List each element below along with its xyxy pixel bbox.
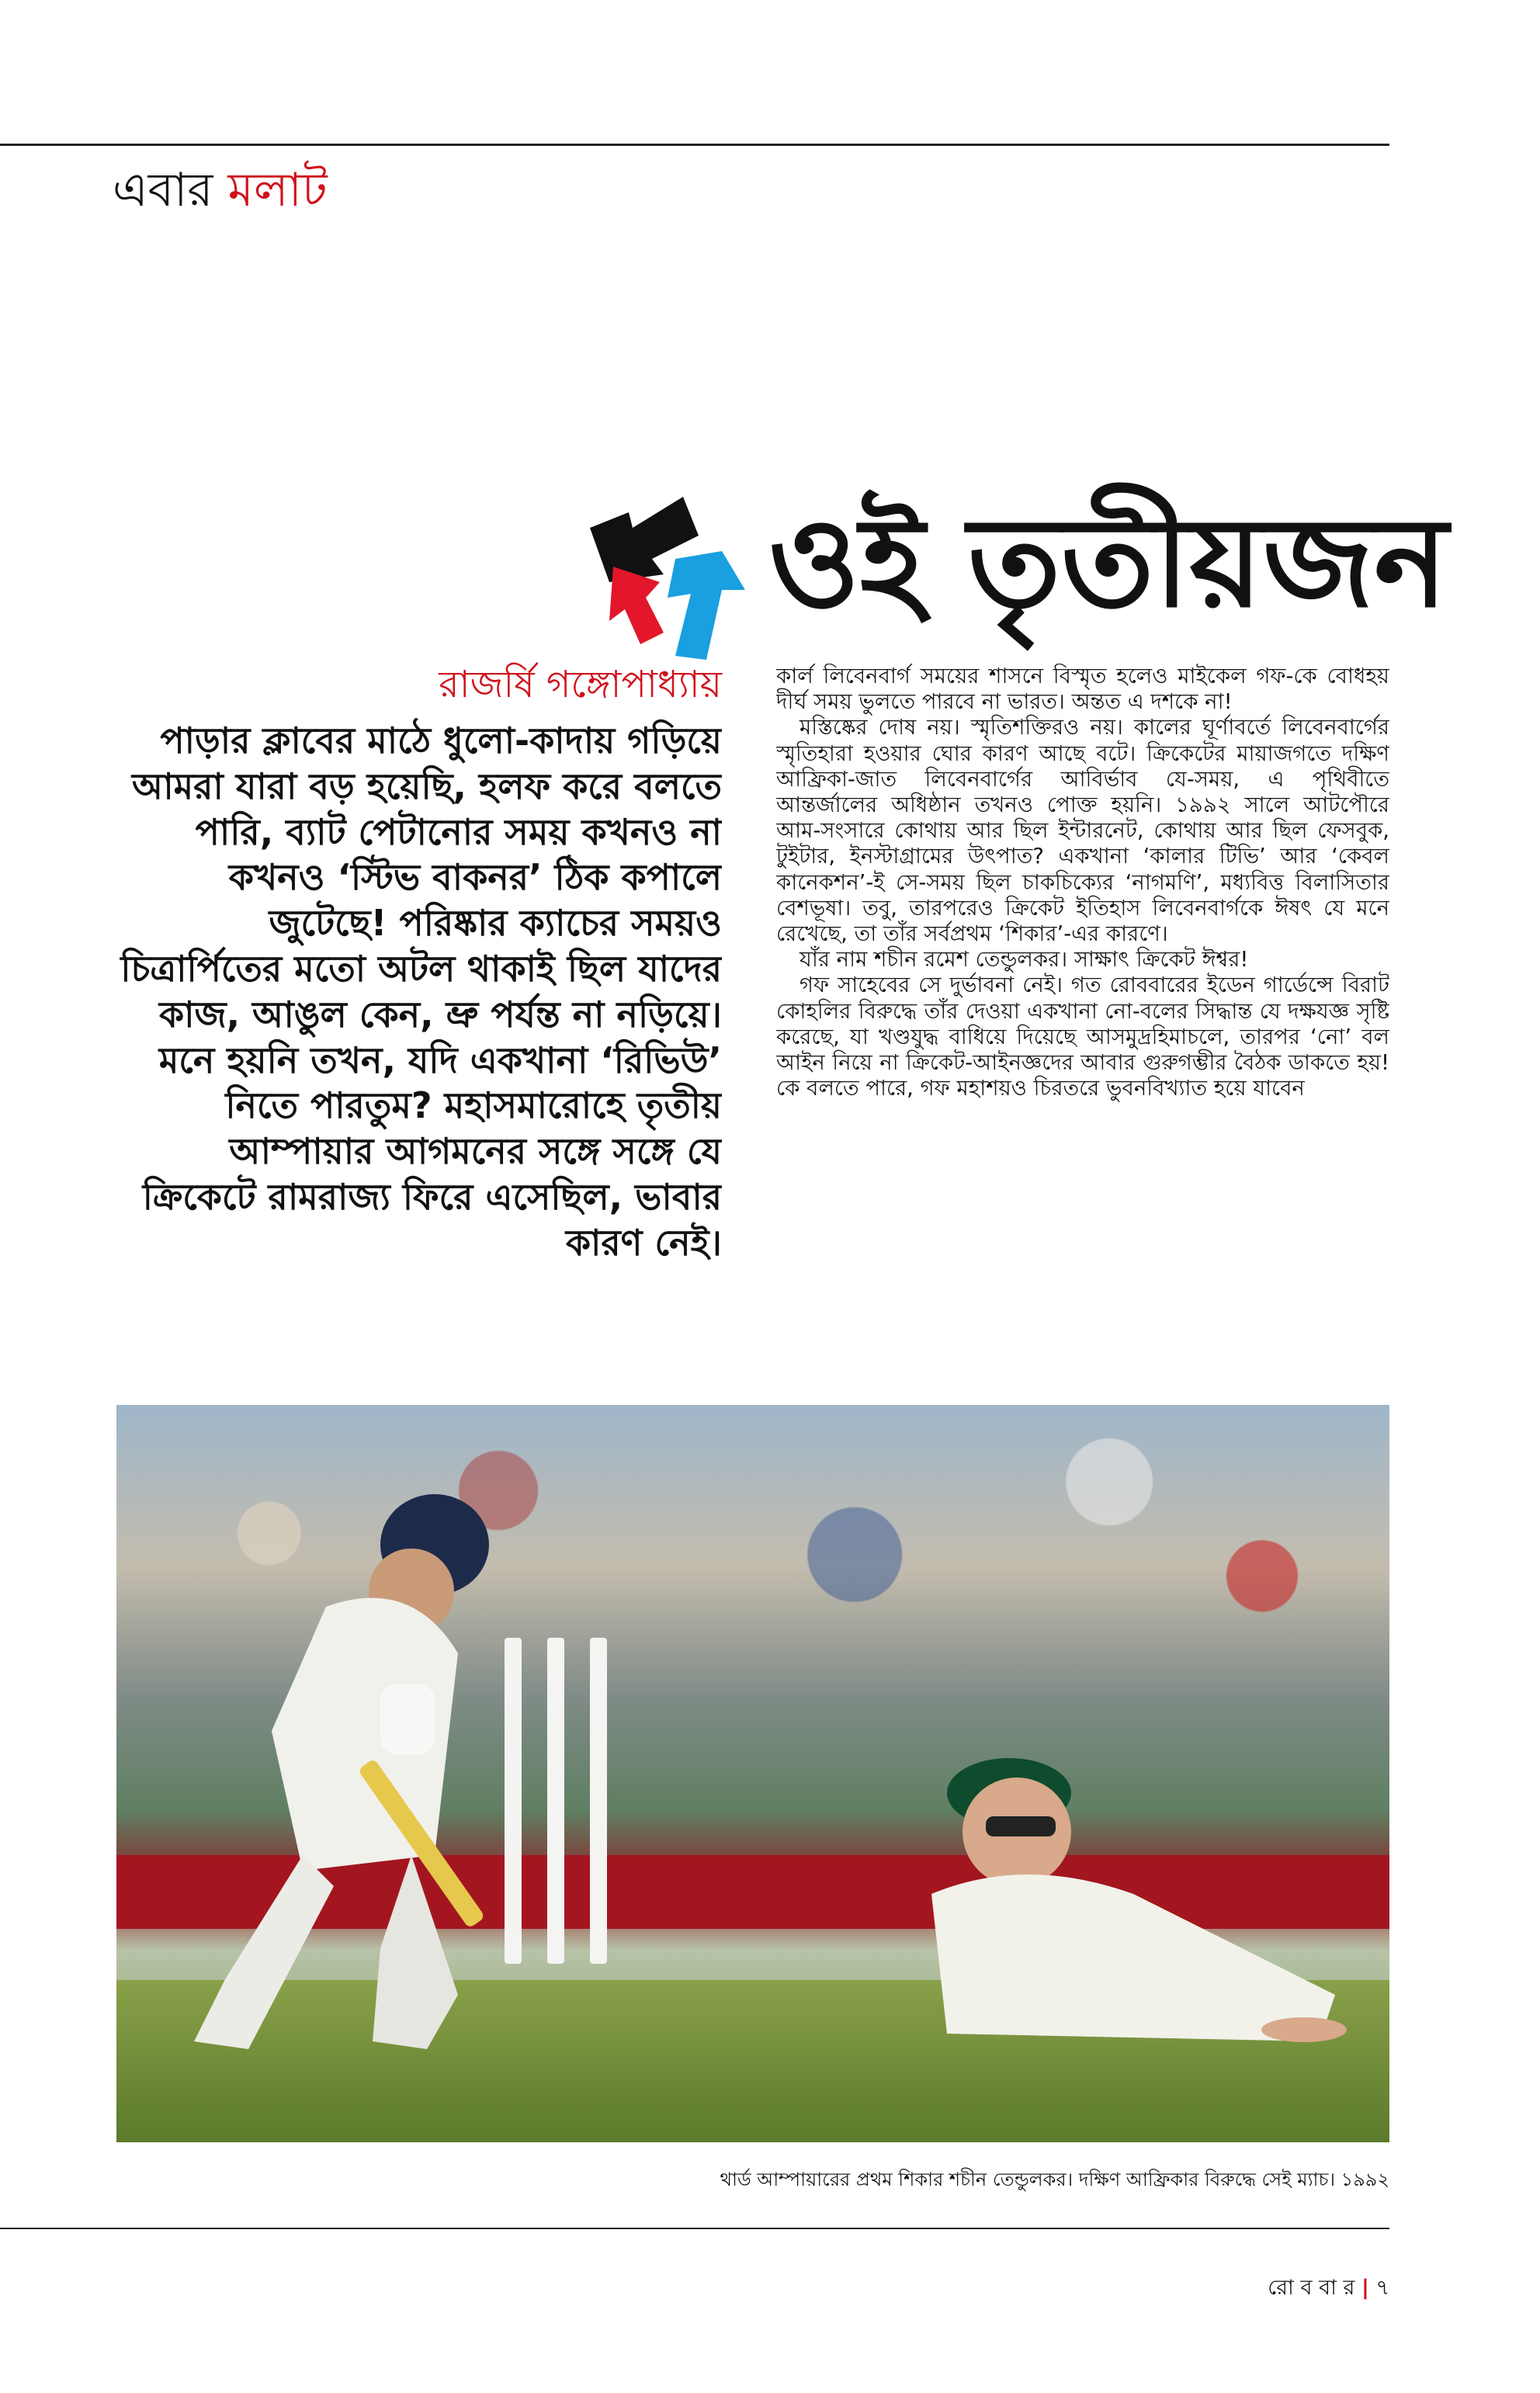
magazine-name: রো ব বা র [1268,2276,1355,2300]
stump-3 [590,1638,607,1964]
page-footer [1195,2274,1389,2302]
top-rule [0,144,1389,146]
section-label [113,159,328,221]
body-paragraph-4: গফ সাহেবের সে দুর্ভাবনা নেই। গত রোববারের ইডেন গার্ডেন্সে বিরাট কোহলির বিরুদ্ধে তাঁর দেওয়া একখানা নো-বলের সিদ্ধান্ত যে দক্ষযজ্ঞ সৃষ্টি করেছে, যা খণ্ডযুদ্ধ বাধিয়ে দিয়েছে আসমুদ্রহিমাচলে, তারপর ‘নো’ বল আইন নিয়ে না ক্রিকেট-আইনজ্ঞদের আবার গুরুগম্ভীর বৈঠক ডাকতে হয়! কে বলতে পারে, গফ মহাশয়ও চিরতরে ভুবনবিখ্যাত হয়ে যাবেন [776,973,1389,1101]
stump-2 [547,1638,564,1964]
byline: রাজর্ষি গঙ্গোপাধ্যায় [439,663,722,706]
bottom-rule [0,2228,1389,2229]
batter-figure [179,1451,582,2057]
body-paragraph-3: যাঁর নাম শচীন রমেশ তেন্ডুলকর। সাক্ষাৎ ক্রিকেট ঈশ্বর! [799,947,1249,973]
section-label-plain: এবার [113,163,213,217]
fielder-figure [900,1700,1366,2049]
page-number: ৭ [1375,2276,1389,2300]
intro-paragraph: পাড়ার ক্লাবের মাঠে ধুলো-কাদায় গড়িয়ে আমরা যারা বড় হয়েছি, হলফ করে বলতে পারি, ব্যাট পেটানোর সময় কখনও না কখনও ‘স্টিভ বাকনর’ ঠিক কপালে জুটেছে! পরিষ্কার ক্যাচের সময়ও চিত্রার্পিতের মতো অটল থাকাই ছিল যাদের কাজ, আঙুল কেন, ভ্রু পর্যন্ত না নড়িয়ে। মনে হয়নি তখন, যদি একখানা ‘রিভিউ’ নিতে পারতুম? মহাসমারোহে তৃতীয় আম্পায়ার আগমনের সঙ্গে সঙ্গে যে ক্রিকেটে রামরাজ্য ফিরে এসেছিল, ভাবার কারণ নেই। [120,720,722,1264]
body-column [776,664,1389,1347]
section-label-accent: মলাট [227,163,328,217]
logo-red-arrow [609,567,664,644]
intro-text [116,718,722,1378]
cricket-photo [116,1405,1389,2142]
body-paragraph-1: কার্ল লিবেনবার্গ সময়ের শাসনে বিস্মৃত হলেও মাইকেল গফ-কে বোধহয় দীর্ঘ সময় ভুলতে পারবে না ভারত। অন্তত এ দশকে না! [776,664,1389,715]
body-paragraph-2: মস্তিষ্কের দোষ নয়। স্মৃতিশক্তিরও নয়। কালের ঘূর্ণাবর্তে লিবেনবার্গের স্মৃতিহারা হওয়ার ঘোর কারণ আছে বটে। ক্রিকেটের মায়াজগতে দক্ষিণ আফ্রিকা-জাত লিবেনবার্গের আবির্ভাব যে-সময়, এ পৃথিবীতে আন্তর্জালের অধিষ্ঠান তখনও পোক্ত হয়নি। ১৯৯২ সালে আটপৌরে আম-সংসারে কোথায় আর ছিল ইন্টারনেট, কোথায় আর ছিল ফেসবুক, টুইটার, ইনস্টাগ্রামের উৎপাত? একখানা ‘কালার টিভি’ আর ‘কেবল কানেকশন’-ই সে-সময় ছিল চাকচিক্যের ‘নাগমণি’, মধ্যবিত্ত বিলাসিতার বেশভূষা। তবু, তারপরেও ক্রিকেট ইতিহাস লিবেনবার্গকে ঈষৎ যে মনে রেখেছে, তা তাঁর সর্বপ্রথম ‘শিকার’-এর কারণে। [776,715,1389,947]
logo-blue-arrow [668,551,745,660]
headline: ওই তৃতীয়জন [768,490,1448,635]
folio-separator: | [1361,2276,1369,2300]
arrows-logo-icon [590,497,745,660]
stump-1 [505,1638,522,1964]
photo-caption: থার্ড আম্পায়ারের প্রথম শিকার শচীন তেন্ডুলকর। দক্ষিণ আফ্রিকার বিরুদ্ধে সেই ম্যাচ। ১৯৯২ [720,2169,1389,2190]
